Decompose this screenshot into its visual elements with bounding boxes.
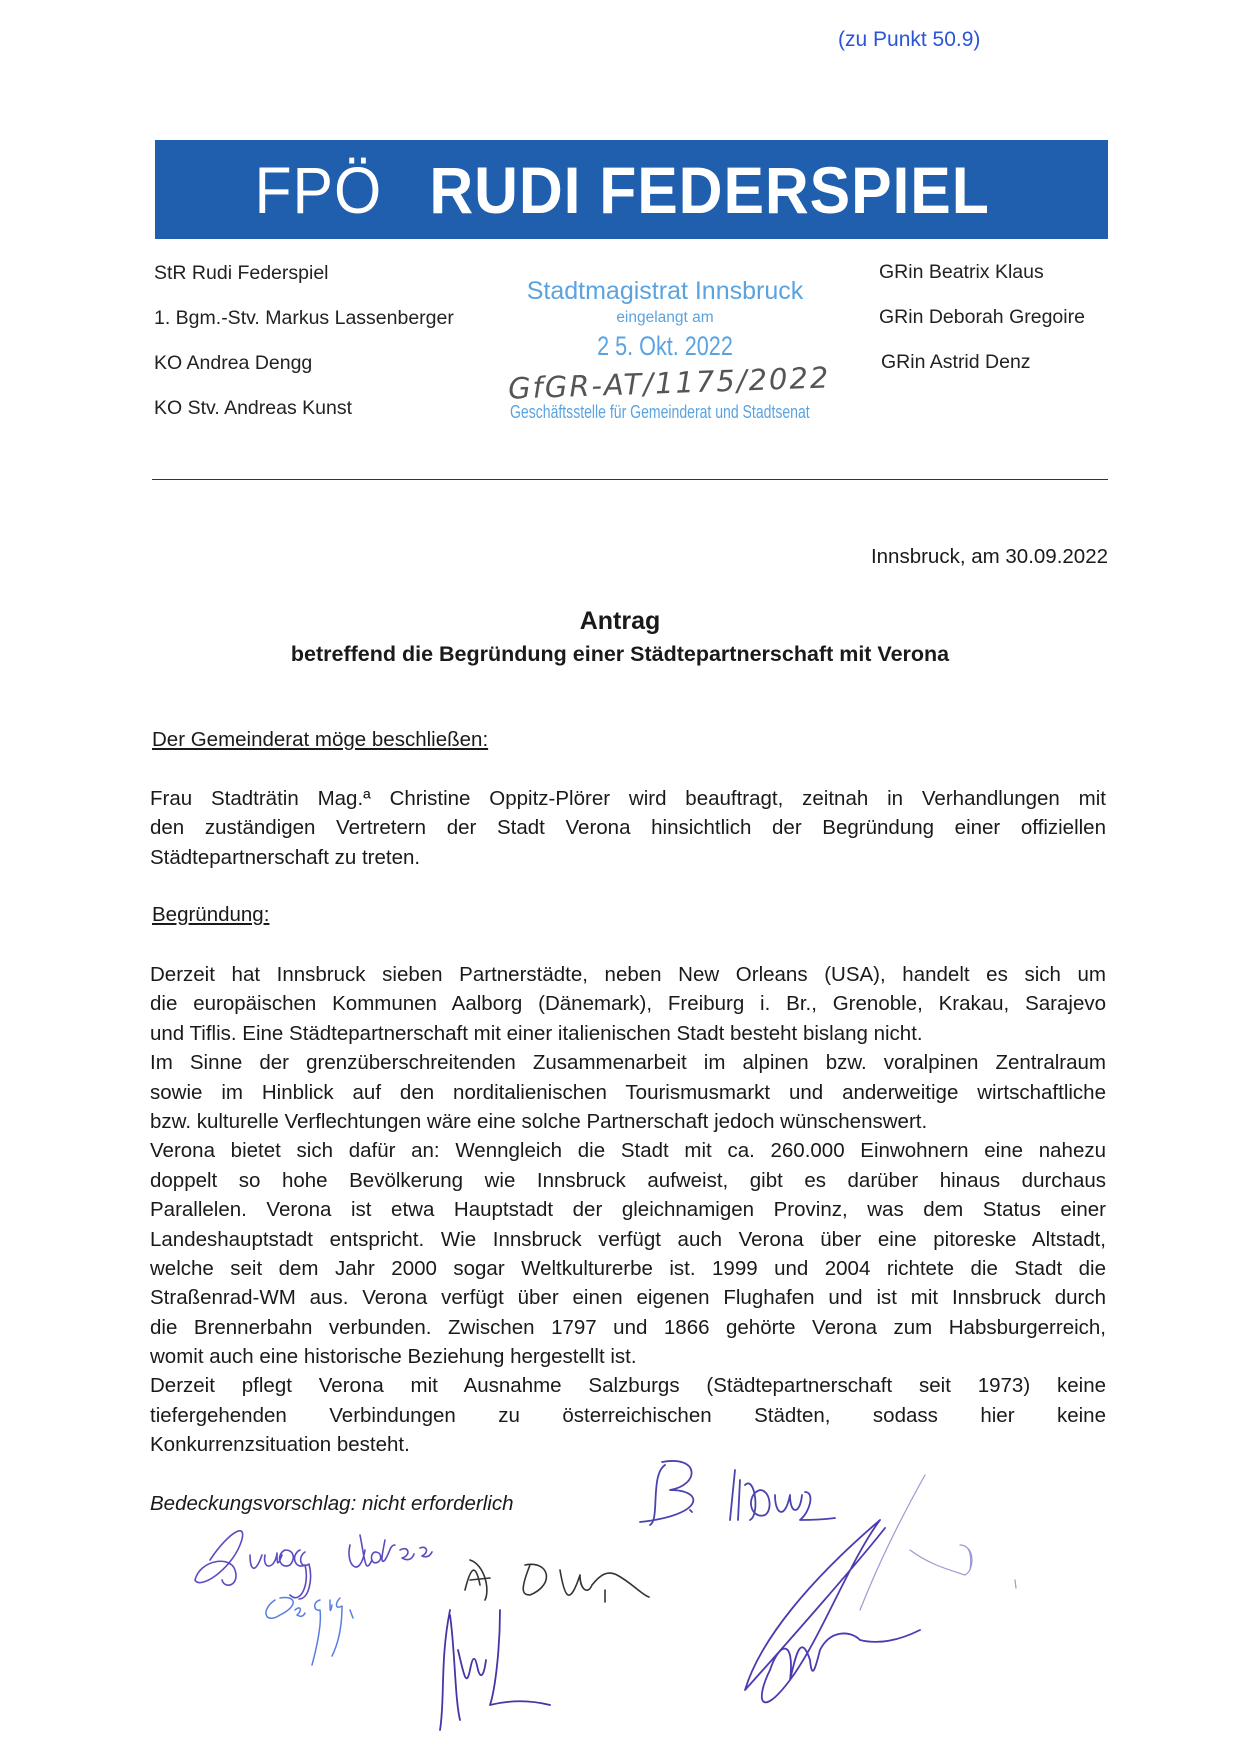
- text-line: Parallelen. Verona ist etwa Hauptstadt der gleichnamigen Provinz, was dem Status einer: [150, 1198, 1106, 1222]
- coverage-note: Bedeckungsvorschlag: nicht erforderlich: [150, 1492, 514, 1515]
- signatory-right: GRin Astrid Denz: [881, 351, 1031, 373]
- politician-name: RUDI FEDERSPIEL: [429, 152, 991, 227]
- signatory-left: KO Andrea Dengg: [154, 352, 313, 374]
- text-line: Derzeit hat Innsbruck sieben Partnerstädte, neben New Orleans (USA), handelt es sich um: [150, 963, 1106, 986]
- text-line: Im Sinne der grenzüberschreitenden Zusammenarbeit im alpinen bzw. voralpinen Zentralraum: [150, 1051, 1106, 1075]
- text-line: sowie im Hinblick auf den norditalienischen Tourismusmarkt und anderweitige wirtschaftliche: [150, 1080, 1106, 1104]
- text-line: doppelt so hohe Bevölkerung wie Innsbruck aufweist, gibt es darüber hinaus durchaus: [150, 1168, 1106, 1192]
- signatory-left: 1. Bgm.-Stv. Markus Lassenberger: [154, 307, 454, 329]
- text-line: die europäischen Kommunen Aalborg (Dänemark), Freiburg i. Br., Grenoble, Krakau, Sarajevo: [150, 992, 1106, 1016]
- signature-dengg: [195, 1531, 432, 1599]
- text-line: tiefergehenden Verbindungen zu österreichischen Städten, sodass hier keine: [150, 1403, 1106, 1427]
- text-line: bzw. kulturelle Verflechtungen wäre eine solche Partnerschaft jedoch wünschenswert.: [150, 1109, 928, 1133]
- resolution-heading: Der Gemeinderat möge beschließen:: [152, 728, 489, 751]
- text-line: Landeshauptstadt entspricht. Wie Innsbruck verfügt auch Verona über eine pitoreske Altstadt,: [150, 1227, 1106, 1251]
- text-line: die Brennerbahn verbunden. Zwischen 1797 und 1866 gehörte Verona zum Habsburgerreich,: [150, 1315, 1106, 1339]
- text-line: Derzeit pflegt Verona mit Ausnahme Salzburgs (Städtepartnerschaft seit 1973) keine: [150, 1374, 1106, 1398]
- text-line: Konkurrenzsituation besteht.: [150, 1433, 410, 1457]
- stamp-received-label: eingelangt am: [616, 309, 714, 326]
- agenda-reference: (zu Punkt 50.9): [838, 28, 981, 51]
- text-line: und Tiflis. Eine Städtepartnerschaft mit einer italienischen Stadt besteht bislang nicht.: [150, 1021, 923, 1045]
- signatory-right: GRin Beatrix Klaus: [879, 261, 1044, 283]
- signature-klaus: [640, 1461, 835, 1525]
- signatory-left: KO Stv. Andreas Kunst: [154, 397, 352, 419]
- stamp-department: Geschäftsstelle für Gemeinderat und Stadtsenat: [510, 402, 810, 422]
- signature-scribble: [745, 1520, 920, 1702]
- signatory-left: StR Rudi Federspiel: [154, 262, 329, 284]
- text-line: Frau Stadträtin Mag.ª Christine Oppitz-Plörer wird beauftragt, zeitnah in Verhandlungen mit: [150, 787, 1106, 810]
- signature-light: [860, 1475, 1016, 1610]
- text-line: Straßenrad-WM aus. Verona verfügt über einen eigenen Flughafen und ist mit Innsbruck durch: [150, 1286, 1106, 1310]
- text-line: Städtepartnerschaft zu treten.: [150, 845, 421, 869]
- document-title: Antrag: [579, 607, 661, 635]
- text-line: Verona bietet sich dafür an: Wenngleich die Stadt mit ca. 260.000 Einwohnern eine nahezu: [150, 1139, 1106, 1163]
- reason-heading: Begründung:: [152, 903, 270, 926]
- stamp-date: 2 5. Okt. 2022: [597, 331, 733, 361]
- date-line: Innsbruck, am 30.09.2022: [870, 545, 1108, 568]
- text-line: welche seit dem Jahr 2000 sogar Weltkulturerbe ist. 1999 und 2004 richtete die Stadt die: [150, 1256, 1106, 1280]
- party-name: FPÖ: [254, 152, 382, 227]
- signature-denz: [465, 1560, 649, 1602]
- signature-kunst: [440, 1610, 550, 1730]
- stamp-office: Stadtmagistrat Innsbruck: [526, 277, 804, 305]
- text-line: den zuständigen Vertretern der Stadt Verona hinsichtlich der Begründung einer offiziellen: [150, 816, 1106, 840]
- document-subtitle: betreffend die Begründung einer Städtepartnerschaft mit Verona: [290, 642, 950, 666]
- signatory-right: GRin Deborah Gregoire: [879, 306, 1085, 328]
- text-line: womit auch eine historische Beziehung hergestellt ist.: [150, 1345, 637, 1369]
- file-number-handwritten: GfGR-AT/1175/2022: [507, 360, 831, 406]
- signature-degrig: [266, 1597, 353, 1665]
